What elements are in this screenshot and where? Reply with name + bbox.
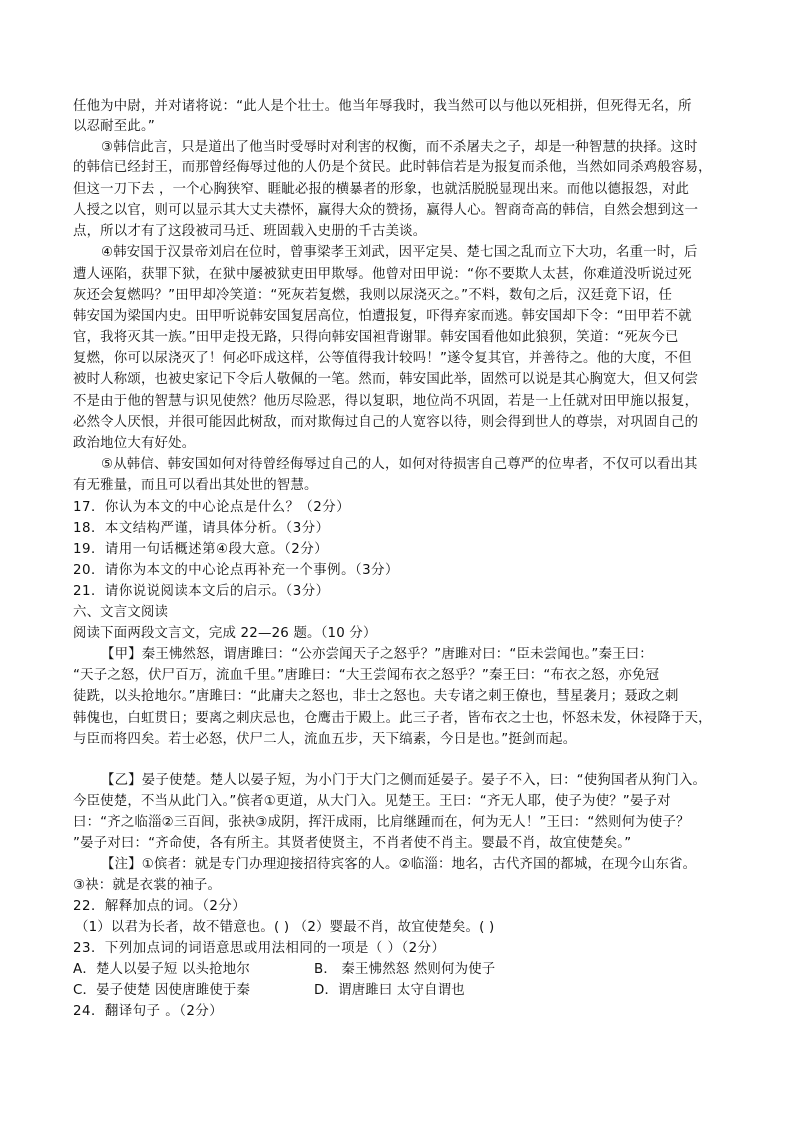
passage-line: 但这一刀下去 ，一个心胸狭窄、睚眦必报的横暴者的形象，也就活脱脱显现出来。而他以德报怨，对此 bbox=[73, 182, 690, 197]
passage-line: 点，所以才有了这段被司马迁、班固载入史册的千古美谈。 bbox=[73, 224, 427, 239]
passage-line: 韩安国为梁国内史。田甲听说韩安国复居高位，怕遭报复，吓得弃家而逃。韩安国却下令：“田甲若不就 bbox=[73, 309, 692, 324]
yi-passage-line: 今臣使楚，不当从此门入。”傧者①更道，从大门入。见楚王。王曰：“齐无人耶，使子为使？”晏子对 bbox=[73, 794, 671, 809]
passage-line: 有无雅量，而且可以看出其处世的智慧。 bbox=[73, 478, 318, 493]
passage-line: 任他为中尉，并对诸将说：“此人是个壮士。他当年辱我时，我当然可以与他以死相拼，但死得无名，所 bbox=[73, 99, 692, 114]
passage-line: 遭人诬陷，获罪下狱，在狱中屡被狱吏田甲欺辱。他曾对田甲说：“你不要欺人太甚，你难道没听说过死 bbox=[73, 267, 692, 282]
option-b: B． 秦王怫然怒 然则何为使子 bbox=[314, 962, 496, 977]
passage-line: 人授之以官，则可以显示其大丈夫襟怀，赢得大众的赞扬，赢得人心。智商奇高的韩信，自然会想到这一 bbox=[73, 203, 699, 218]
annotation-note: ③袂：就是衣裳的袖子。 bbox=[73, 878, 222, 893]
jia-passage-line: “天子之怒，伏尸百万，流血千里。”唐雎曰：“大王尝闻布衣之怒乎？”秦王曰：“布衣之怒，亦免冠 bbox=[73, 668, 660, 683]
question-24: 24．翻译句子 。（2分） bbox=[73, 1004, 224, 1019]
passage-line: 官，我将灭其一族。”田甲走投无路，只得向韩安国袒背谢罪。韩安国看他如此狼狈，笑道：“死灰今已 bbox=[73, 330, 679, 345]
jia-passage-line: 韩傀也，白虹贯日；要离之刺庆忌也，仓鹰击于殿上。此三子者，皆布衣之士也，怀怒未发，休祲降于天， bbox=[73, 711, 712, 726]
passage-line: 的韩信已经封王，而那曾经侮辱过他的人仍是个贫民。此时韩信若是为报复而杀他，当然如同杀鸡般容易， bbox=[73, 160, 712, 175]
section-instruction: 阅读下面两段文言文，完成 22—26 题。（10 分） bbox=[73, 626, 377, 641]
paragraph-4-start: ④韩安国于汉景帝刘启在位时，曾事梁孝王刘武，因平定吴、楚七国之乱而立下大功，名重一时，后 bbox=[101, 245, 698, 260]
question-21: 21．请你说说阅读本文后的启示。（3分） bbox=[73, 584, 330, 599]
annotation-note: 【注】①傧者：就是专门办理迎接招待宾客的人。②临淄：地名，古代齐国的都城，在现今山东省。 bbox=[101, 857, 697, 872]
option-d: D．谓唐雎曰 太守自谓也 bbox=[314, 983, 465, 998]
question-20: 20．请你为本文的中心论点再补充一个事例。（3分） bbox=[73, 563, 399, 578]
jia-passage-line: 【甲】秦王怫然怒，谓唐雎曰：“公亦尝闻天子之怒乎？”唐雎对曰：“臣未尝闻也。”秦王曰： bbox=[101, 647, 653, 662]
passage-line: 以忍耐至此。” bbox=[73, 119, 155, 134]
question-23-options-cd bbox=[73, 981, 733, 1001]
option-c: C．晏子使楚 因使唐雎使于秦 bbox=[73, 983, 251, 998]
section-heading: 六、文言文阅读 bbox=[73, 605, 169, 620]
paragraph-5-start: ⑤从韩信、韩安国如何对待曾经侮辱过自己的人，如何对待损害自己尊严的位卑者，不仅可以看出其 bbox=[101, 457, 698, 472]
yi-passage-line: 曰：“齐之临淄②三百闾，张袂③成阴，挥汗成雨，比肩继踵而在，何为无人！”王曰：“然则何为使子？ bbox=[73, 815, 690, 830]
question-18: 18．本文结构严谨，请具体分析。（3分） bbox=[73, 521, 330, 536]
yi-passage-line: 【乙】晏子使楚。楚人以晏子短，为小门于大门之侧而延晏子。晏子不入，曰：“使狗国者从狗门入。 bbox=[101, 773, 707, 788]
yi-passage-line: ”晏子对曰：“齐命使，各有所主。其贤者使贤主，不肖者使不肖主。婴最不肖，故宜使楚矣。” bbox=[73, 836, 632, 851]
question-22-items: （1）以君为长者，故不错意也。( ) （2）婴最不肖，故宜使楚矣。( ) bbox=[75, 920, 495, 935]
jia-passage-line: 徒跣，以头抢地尔。”唐雎曰：“此庸夫之怒也，非士之怒也。夫专诸之刺王僚也，彗星袭月；聂政之刺 bbox=[73, 689, 679, 704]
option-a: A．楚人以晏子短 以头抢地尔 bbox=[73, 962, 250, 977]
passage-line: 政治地位大有好处。 bbox=[73, 436, 196, 451]
jia-passage-line: 与臣而将四矣。若士必怒，伏尸二人，流血五步，天下缟素，今日是也。”挺剑而起。 bbox=[73, 732, 577, 747]
passage-line: 复燃，你可以尿浇灭了！何必吓成这样，公等值得我计较吗！”遂令复其官，并善待之。他的大度，不但 bbox=[73, 351, 692, 366]
passage-line: 不是由于他的智慧与识见使然？他历尽险恶，得以复职，地位尚不巩固，若是一上任就对田甲施以报复， bbox=[73, 394, 699, 409]
question-22: 22．解释加点的词。（2分） bbox=[73, 899, 247, 914]
question-17: 17．你认为本文的中心论点是什么？（2分） bbox=[73, 500, 351, 515]
question-23: 23．下列加点词的词语意思或用法相同的一项是（ ）（2分） bbox=[73, 941, 446, 956]
question-23-options-ab bbox=[73, 960, 733, 980]
passage-line: 必然令人厌恨，并很可能因此树敌，而对欺侮过自己的人宽容以待，则会得到世人的尊崇，对巩固自己的 bbox=[73, 415, 699, 430]
question-19: 19．请用一句话概述第④段大意。（2分） bbox=[73, 542, 329, 557]
passage-line: 被时人称颂，也被史家记下令后人敬佩的一笔。然而，韩安国此举，固然可以说是其心胸宽大，但又何尝 bbox=[73, 372, 699, 387]
paragraph-3-start: ③韩信此言，只是道出了他当时受辱时对利害的权衡，而不杀屠夫之子，却是一种智慧的抉择。这时 bbox=[101, 140, 698, 155]
passage-line: 灰还会复燃吗？”田甲却冷笑道：“死灰若复燃，我则以尿浇灭之。”不料，数旬之后，汉廷竟下诏，任 bbox=[73, 288, 673, 303]
